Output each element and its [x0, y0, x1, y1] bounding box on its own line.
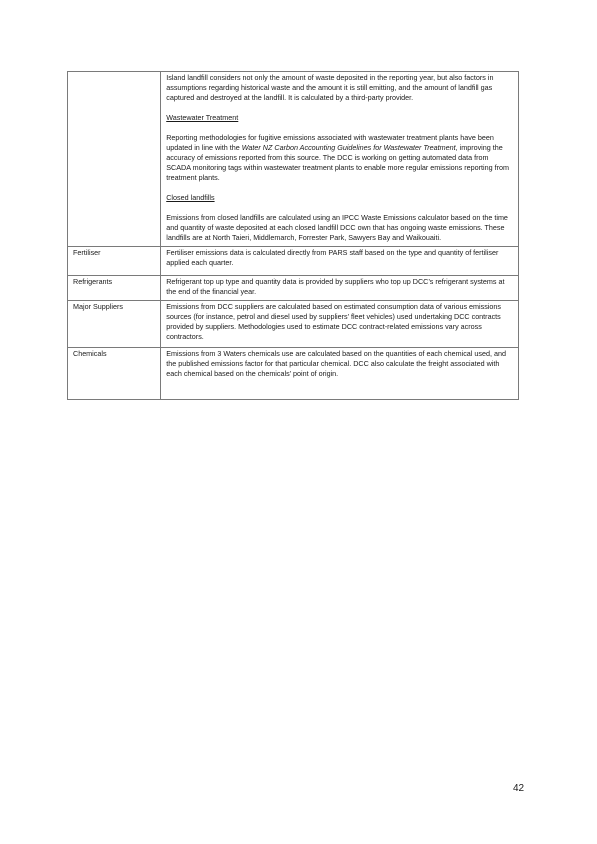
- page-number: 42: [513, 783, 525, 794]
- category-cell: Major Suppliers: [68, 301, 161, 348]
- methodology-table: [67, 71, 519, 400]
- description-cell: Refrigerant top up type and quantity data is provided by suppliers who top up DCC’s refrigerant systems at the end of the financial year.: [161, 276, 519, 301]
- description-cell: [161, 72, 519, 247]
- table-row: [68, 72, 519, 247]
- table-row: [68, 247, 519, 276]
- landfill-intro-text: Island landfill considers not only the amount of waste deposited in the reporting year, but also factors in assumptions regarding historical waste and the amount it is still emitting, and the amount of landfill gas captured and destroyed at the landfill. It is calculated by a third-party provider.: [166, 73, 494, 102]
- category-cell: Chemicals: [68, 348, 161, 400]
- category-cell-empty: [68, 72, 161, 247]
- wastewater-text: [166, 133, 513, 183]
- wastewater-guidelines-title: Water NZ Carbon Accounting Guidelines for Wastewater Treatment: [241, 143, 456, 152]
- description-cell: Emissions from DCC suppliers are calculated based on estimated consumption data of various emissions sources (for instance, petrol and diesel used by suppliers’ fleet vehicles) used undertaking DCC contracts provided by suppliers. Methodologies used to estimate DCC contract-related emissions vary across contractors.: [161, 301, 519, 348]
- table-row: [68, 276, 519, 301]
- wastewater-text-end: , improving the accuracy of emissions reported from this source. The DCC is working on getting automated data from SCADA monitoring tags within wastewater treatment plants to enable more regular emissions reporting from treatment plants.: [166, 143, 509, 182]
- description-cell: Emissions from 3 Waters chemicals use are calculated based on the quantities of each chemical used, and the published emissions factor for that particular chemical. DCC also calculate the freight associated with each chemical based on the chemicals’ point of origin.: [161, 348, 519, 400]
- closed-landfills-text: Emissions from closed landfills are calculated using an IPCC Waste Emissions calculator based on the time and quantity of waste deposited at each closed landfill DCC own that has ongoing waste emissions. These landfills are at North Taieri, Middlemarch, Forrester Park, Sawyers Bay and Waikouaiti.: [166, 213, 508, 242]
- description-cell: Fertiliser emissions data is calculated directly from PARS staff based on the type and quantity of fertiliser applied each quarter.: [161, 247, 519, 276]
- table-row: [68, 348, 519, 400]
- wastewater-heading: Wastewater Treatment: [166, 113, 239, 122]
- wastewater-text-start: Reporting methodologies for fugitive emissions associated with wastewater treatment plants have been updated in line with the: [166, 133, 494, 152]
- category-cell: Refrigerants: [68, 276, 161, 301]
- table-row: [68, 301, 519, 348]
- closed-landfills-heading: Closed landfills: [166, 193, 215, 202]
- category-cell: Fertiliser: [68, 247, 161, 276]
